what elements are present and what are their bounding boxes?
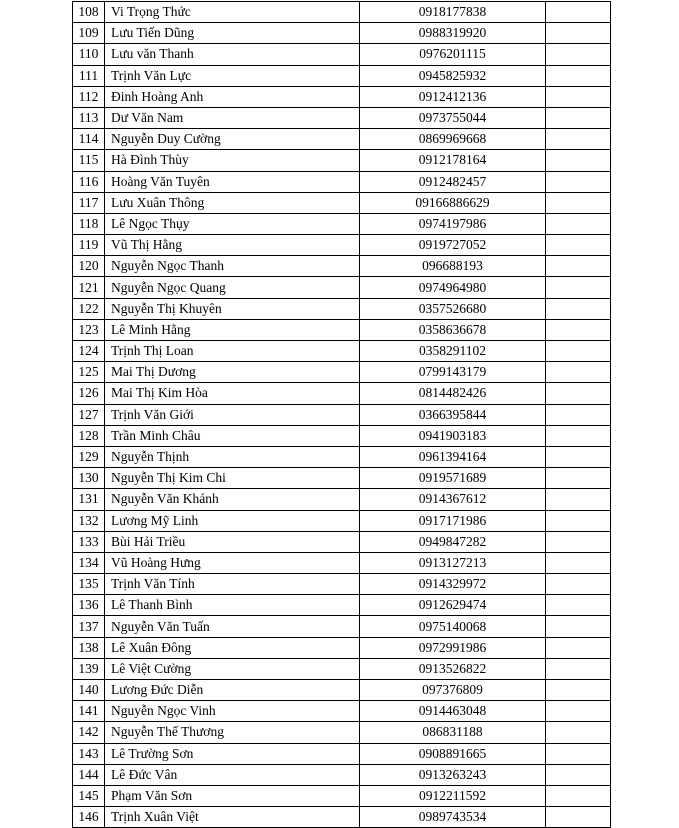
table-row xyxy=(73,319,611,340)
phone-cell: 0913263243 xyxy=(360,764,546,785)
table-row xyxy=(73,510,611,531)
table-row xyxy=(73,468,611,489)
phone-cell: 09166886629 xyxy=(360,192,546,213)
note-cell xyxy=(546,616,611,637)
row-number-cell: 109 xyxy=(73,23,105,44)
row-number-cell: 123 xyxy=(73,319,105,340)
note-cell xyxy=(546,658,611,679)
phone-cell: 0913127213 xyxy=(360,552,546,573)
name-cell: Hoàng Văn Tuyên xyxy=(105,171,360,192)
table-row xyxy=(73,658,611,679)
row-number-cell: 136 xyxy=(73,595,105,616)
row-number-cell: 113 xyxy=(73,107,105,128)
note-cell xyxy=(546,2,611,23)
row-number-cell: 119 xyxy=(73,235,105,256)
name-cell: Nguyễn Văn Tuấn xyxy=(105,616,360,637)
name-cell: Nguyễn Ngọc Vinh xyxy=(105,701,360,722)
row-number-cell: 128 xyxy=(73,425,105,446)
name-cell: Nguyễn Thế Thương xyxy=(105,722,360,743)
phone-cell: 0988319920 xyxy=(360,23,546,44)
note-cell xyxy=(546,213,611,234)
row-number-cell: 131 xyxy=(73,489,105,510)
phone-cell: 0917171986 xyxy=(360,510,546,531)
phone-cell: 0945825932 xyxy=(360,65,546,86)
row-number-cell: 144 xyxy=(73,764,105,785)
name-cell: Lương Mỹ Linh xyxy=(105,510,360,531)
table-row xyxy=(73,680,611,701)
note-cell xyxy=(546,298,611,319)
table-row xyxy=(73,531,611,552)
row-number-cell: 126 xyxy=(73,383,105,404)
row-number-cell: 129 xyxy=(73,446,105,467)
name-cell: Lưu văn Thanh xyxy=(105,44,360,65)
phone-cell: 0975140068 xyxy=(360,616,546,637)
name-cell: Bùi Hải Triều xyxy=(105,531,360,552)
phone-cell: 0973755044 xyxy=(360,107,546,128)
name-cell: Nguyễn Thịnh xyxy=(105,446,360,467)
name-cell: Hà Đình Thùy xyxy=(105,150,360,171)
note-cell xyxy=(546,446,611,467)
note-cell xyxy=(546,510,611,531)
note-cell xyxy=(546,807,611,828)
row-number-cell: 122 xyxy=(73,298,105,319)
phone-cell: 097376809 xyxy=(360,680,546,701)
note-cell xyxy=(546,383,611,404)
row-number-cell: 117 xyxy=(73,192,105,213)
note-cell xyxy=(546,595,611,616)
row-number-cell: 121 xyxy=(73,277,105,298)
row-number-cell: 130 xyxy=(73,468,105,489)
name-cell: Đinh Hoàng Anh xyxy=(105,86,360,107)
table-row xyxy=(73,489,611,510)
note-cell xyxy=(546,722,611,743)
table-row xyxy=(73,192,611,213)
phone-cell: 0357526680 xyxy=(360,298,546,319)
table-row xyxy=(73,383,611,404)
table-row xyxy=(73,764,611,785)
name-cell: Vũ Hoàng Hưng xyxy=(105,552,360,573)
table-row xyxy=(73,425,611,446)
row-number-cell: 146 xyxy=(73,807,105,828)
table-row xyxy=(73,2,611,23)
note-cell xyxy=(546,277,611,298)
name-cell: Mai Thị Kim Hòa xyxy=(105,383,360,404)
row-number-cell: 143 xyxy=(73,743,105,764)
phone-cell: 0912482457 xyxy=(360,171,546,192)
note-cell xyxy=(546,362,611,383)
phone-cell: 096688193 xyxy=(360,256,546,277)
note-cell xyxy=(546,404,611,425)
name-cell: Vi Trọng Thức xyxy=(105,2,360,23)
row-number-cell: 112 xyxy=(73,86,105,107)
name-cell: Lê Thanh Bình xyxy=(105,595,360,616)
table-row xyxy=(73,785,611,806)
table-row xyxy=(73,743,611,764)
phone-cell: 0358291102 xyxy=(360,341,546,362)
name-cell: Phạm Văn Sơn xyxy=(105,785,360,806)
note-cell xyxy=(546,86,611,107)
table-row xyxy=(73,552,611,573)
phone-cell: 0918177838 xyxy=(360,2,546,23)
row-number-cell: 132 xyxy=(73,510,105,531)
phone-cell: 086831188 xyxy=(360,722,546,743)
row-number-cell: 134 xyxy=(73,552,105,573)
table-row xyxy=(73,44,611,65)
note-cell xyxy=(546,785,611,806)
table-row xyxy=(73,65,611,86)
row-number-cell: 139 xyxy=(73,658,105,679)
table-row xyxy=(73,616,611,637)
phone-cell: 0912412136 xyxy=(360,86,546,107)
row-number-cell: 137 xyxy=(73,616,105,637)
table-row xyxy=(73,637,611,658)
table-row xyxy=(73,23,611,44)
table-row xyxy=(73,107,611,128)
note-cell xyxy=(546,235,611,256)
row-number-cell: 127 xyxy=(73,404,105,425)
phone-cell: 0919571689 xyxy=(360,468,546,489)
name-cell: Lê Việt Cường xyxy=(105,658,360,679)
table-row xyxy=(73,446,611,467)
name-cell: Vũ Thị Hằng xyxy=(105,235,360,256)
note-cell xyxy=(546,425,611,446)
name-cell: Lê Minh Hằng xyxy=(105,319,360,340)
row-number-cell: 145 xyxy=(73,785,105,806)
name-cell: Nguyễn Ngọc Thanh xyxy=(105,256,360,277)
note-cell xyxy=(546,574,611,595)
name-cell: Trịnh Văn Lực xyxy=(105,65,360,86)
row-number-cell: 125 xyxy=(73,362,105,383)
name-cell: Lương Đức Diễn xyxy=(105,680,360,701)
phone-cell: 0961394164 xyxy=(360,446,546,467)
table-row xyxy=(73,171,611,192)
note-cell xyxy=(546,680,611,701)
name-cell: Nguyễn Văn Khánh xyxy=(105,489,360,510)
row-number-cell: 108 xyxy=(73,2,105,23)
table-row xyxy=(73,574,611,595)
phone-cell: 0913526822 xyxy=(360,658,546,679)
table-row xyxy=(73,404,611,425)
note-cell xyxy=(546,23,611,44)
row-number-cell: 110 xyxy=(73,44,105,65)
table-row xyxy=(73,362,611,383)
phone-cell: 0799143179 xyxy=(360,362,546,383)
table-row xyxy=(73,807,611,828)
row-number-cell: 140 xyxy=(73,680,105,701)
note-cell xyxy=(546,319,611,340)
note-cell xyxy=(546,341,611,362)
table-row xyxy=(73,86,611,107)
table-row xyxy=(73,595,611,616)
name-cell: Lưu Xuân Thông xyxy=(105,192,360,213)
phone-cell: 0989743534 xyxy=(360,807,546,828)
note-cell xyxy=(546,743,611,764)
name-cell: Nguyễn Duy Cường xyxy=(105,129,360,150)
note-cell xyxy=(546,65,611,86)
phone-cell: 0972991986 xyxy=(360,637,546,658)
table-row xyxy=(73,277,611,298)
name-cell: Trịnh Văn Tính xyxy=(105,574,360,595)
phone-cell: 0949847282 xyxy=(360,531,546,552)
name-cell: Nguyễn Thị Kim Chi xyxy=(105,468,360,489)
name-cell: Lê Trường Sơn xyxy=(105,743,360,764)
row-number-cell: 114 xyxy=(73,129,105,150)
note-cell xyxy=(546,256,611,277)
table-row xyxy=(73,341,611,362)
row-number-cell: 124 xyxy=(73,341,105,362)
name-cell: Trần Minh Châu xyxy=(105,425,360,446)
phone-cell: 0908891665 xyxy=(360,743,546,764)
table-row xyxy=(73,298,611,319)
row-number-cell: 133 xyxy=(73,531,105,552)
name-cell: Lưu Tiến Dũng xyxy=(105,23,360,44)
note-cell xyxy=(546,129,611,150)
phone-cell: 0976201115 xyxy=(360,44,546,65)
note-cell xyxy=(546,552,611,573)
contact-table-body xyxy=(73,2,611,828)
phone-cell: 0912178164 xyxy=(360,150,546,171)
name-cell: Lê Đức Vân xyxy=(105,764,360,785)
note-cell xyxy=(546,531,611,552)
table-row xyxy=(73,722,611,743)
table-row xyxy=(73,235,611,256)
row-number-cell: 141 xyxy=(73,701,105,722)
note-cell xyxy=(546,171,611,192)
row-number-cell: 118 xyxy=(73,213,105,234)
name-cell: Dư Văn Nam xyxy=(105,107,360,128)
phone-cell: 0869969668 xyxy=(360,129,546,150)
name-cell: Lê Ngọc Thụy xyxy=(105,213,360,234)
phone-cell: 0919727052 xyxy=(360,235,546,256)
row-number-cell: 116 xyxy=(73,171,105,192)
row-number-cell: 135 xyxy=(73,574,105,595)
note-cell xyxy=(546,701,611,722)
table-row xyxy=(73,256,611,277)
note-cell xyxy=(546,468,611,489)
phone-cell: 0912211592 xyxy=(360,785,546,806)
name-cell: Trịnh Văn Giới xyxy=(105,404,360,425)
note-cell xyxy=(546,107,611,128)
phone-cell: 0914329972 xyxy=(360,574,546,595)
row-number-cell: 142 xyxy=(73,722,105,743)
row-number-cell: 115 xyxy=(73,150,105,171)
phone-cell: 0974197986 xyxy=(360,213,546,234)
name-cell: Nguyễn Thị Khuyên xyxy=(105,298,360,319)
phone-cell: 0941903183 xyxy=(360,425,546,446)
phone-cell: 0814482426 xyxy=(360,383,546,404)
note-cell xyxy=(546,764,611,785)
row-number-cell: 111 xyxy=(73,65,105,86)
note-cell xyxy=(546,192,611,213)
phone-cell: 0366395844 xyxy=(360,404,546,425)
phone-cell: 0358636678 xyxy=(360,319,546,340)
name-cell: Trịnh Thị Loan xyxy=(105,341,360,362)
table-row xyxy=(73,213,611,234)
note-cell xyxy=(546,489,611,510)
table-row xyxy=(73,701,611,722)
table-row xyxy=(73,129,611,150)
note-cell xyxy=(546,44,611,65)
name-cell: Trịnh Xuân Việt xyxy=(105,807,360,828)
note-cell xyxy=(546,150,611,171)
table-row xyxy=(73,150,611,171)
phone-cell: 0914367612 xyxy=(360,489,546,510)
phone-cell: 0914463048 xyxy=(360,701,546,722)
name-cell: Nguyễn Ngọc Quang xyxy=(105,277,360,298)
phone-cell: 0974964980 xyxy=(360,277,546,298)
name-cell: Lê Xuân Đông xyxy=(105,637,360,658)
row-number-cell: 120 xyxy=(73,256,105,277)
row-number-cell: 138 xyxy=(73,637,105,658)
name-cell: Mai Thị Dương xyxy=(105,362,360,383)
phone-cell: 0912629474 xyxy=(360,595,546,616)
note-cell xyxy=(546,637,611,658)
contact-table xyxy=(72,1,611,828)
